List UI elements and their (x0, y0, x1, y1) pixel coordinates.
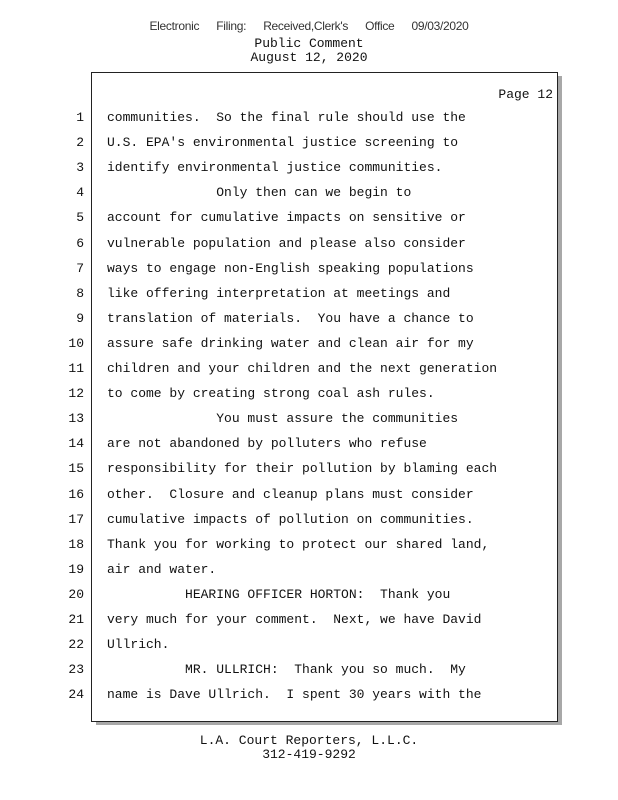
line-text: name is Dave Ullrich. I spent 30 years with the (107, 687, 482, 702)
line-number: 1 (76, 110, 84, 125)
document-title: Public Comment (254, 36, 364, 51)
line-text: very much for your comment. Next, we have David (107, 612, 482, 627)
stamp-date: 09/03/2020 (411, 19, 469, 33)
line-text: communities. So the final rule should use the (107, 110, 466, 125)
line-text: cumulative impacts of pollution on communities. (107, 512, 474, 527)
line-number: 16 (68, 487, 84, 502)
line-number: 19 (68, 562, 84, 577)
line-number: 23 (68, 662, 84, 677)
line-text: Ullrich. (107, 637, 170, 652)
line-number: 17 (68, 512, 84, 527)
line-number: 11 (68, 361, 84, 376)
line-number: 22 (68, 637, 84, 652)
line-text: identify environmental justice communities. (107, 160, 443, 175)
line-number: 21 (68, 612, 84, 627)
line-text: account for cumulative impacts on sensitive or (107, 210, 466, 225)
line-number: 9 (76, 311, 84, 326)
line-text: air and water. (107, 562, 217, 577)
line-number: 7 (76, 261, 84, 276)
line-text: to come by creating strong coal ash rules. (107, 386, 435, 401)
line-text: assure safe drinking water and clean air for my (107, 336, 474, 351)
line-text: MR. ULLRICH: Thank you so much. My (107, 662, 466, 677)
footer-phone: 312-419-9292 (262, 747, 356, 762)
line-number: 6 (76, 236, 84, 251)
line-number: 18 (68, 537, 84, 552)
line-text: ways to engage non-English speaking populations (107, 261, 474, 276)
line-number: 14 (68, 436, 84, 451)
line-text: Thank you for working to protect our shared land, (107, 537, 490, 552)
line-number: 20 (68, 587, 84, 602)
line-number: 12 (68, 386, 84, 401)
line-number: 10 (68, 336, 84, 351)
page-number: Page 12 (498, 87, 553, 102)
line-number: 2 (76, 135, 84, 150)
line-number: 4 (76, 185, 84, 200)
line-text: other. Closure and cleanup plans must consider (107, 487, 474, 502)
filing-stamp (0, 19, 618, 33)
stamp-received: Received,Clerk's (263, 19, 349, 33)
line-number: 13 (68, 411, 84, 426)
stamp-filing: Filing: (216, 19, 247, 33)
line-text: responsibility for their pollution by blaming each (107, 461, 498, 476)
line-number: 24 (68, 687, 84, 702)
line-text: like offering interpretation at meetings and (107, 286, 451, 301)
line-text: translation of materials. You have a chance to (107, 311, 474, 326)
line-number: 8 (76, 286, 84, 301)
line-text: U.S. EPA's environmental justice screening to (107, 135, 459, 150)
document-date: August 12, 2020 (250, 50, 368, 65)
line-number: 3 (76, 160, 84, 175)
line-text: are not abandoned by polluters who refuse (107, 436, 427, 451)
footer-company: L.A. Court Reporters, L.L.C. (199, 733, 419, 748)
line-text: Only then can we begin to (107, 185, 412, 200)
line-text: vulnerable population and please also consider (107, 236, 466, 251)
line-text: You must assure the communities (107, 411, 459, 426)
line-text: HEARING OFFICER HORTON: Thank you (107, 587, 451, 602)
line-number: 15 (68, 461, 84, 476)
line-number: 5 (76, 210, 84, 225)
stamp-office: Office (365, 19, 395, 33)
line-text: children and your children and the next generation (107, 361, 498, 376)
stamp-electronic: Electronic (149, 19, 200, 33)
